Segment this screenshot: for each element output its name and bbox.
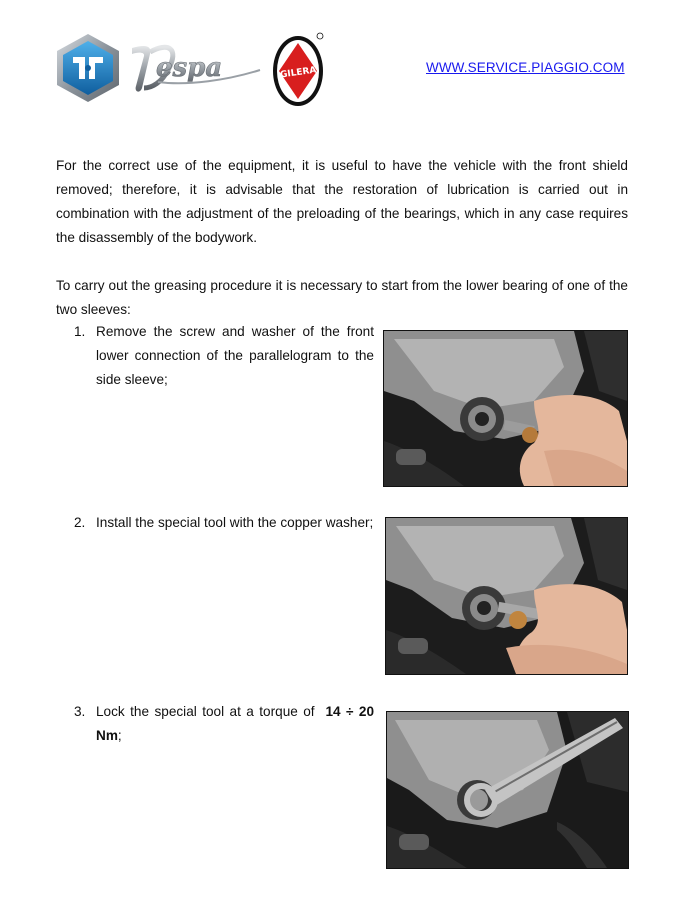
step-text-after: ; <box>117 728 122 743</box>
gilera-logo <box>271 30 325 108</box>
service-website-link[interactable]: WWW.SERVICE.PIAGGIO.COM <box>426 60 625 75</box>
svg-text:espa: espa <box>156 53 223 83</box>
step-3-photo <box>386 711 629 869</box>
step-text: Install the special tool with the copper washer; <box>96 515 374 530</box>
step-number: 3. <box>74 704 86 719</box>
vespa-logo <box>128 40 266 98</box>
step-number: 2. <box>74 515 86 530</box>
piaggio-logo <box>55 33 121 103</box>
page-header <box>0 0 682 120</box>
step-number: 1. <box>74 324 86 339</box>
svg-text:GILERA: GILERA <box>279 65 318 81</box>
step-text: Remove the screw and washer of the front lower connection of the parallelogram to the side sleeve; <box>96 324 374 387</box>
step-text-before: Lock the special tool at a torque of <box>96 704 315 719</box>
step-text <box>96 700 374 748</box>
greasing-procedure-paragraph: To carry out the greasing procedure it is necessary to start from the lower bearing of one of the two sleeves: <box>56 278 628 317</box>
torque-value: 14 ÷ 20 Nm <box>96 704 375 743</box>
intro-paragraph: For the correct use of the equipment, it is useful to have the vehicle with the front shield removed; therefore, it is advisable that the restoration of lubrication is carried out in combination with the adjustment of the preloading of the bearings, which in any case requires the disassembly of the bodywork. <box>56 158 628 245</box>
step-2-photo <box>385 517 628 675</box>
step-1-photo <box>383 330 628 487</box>
